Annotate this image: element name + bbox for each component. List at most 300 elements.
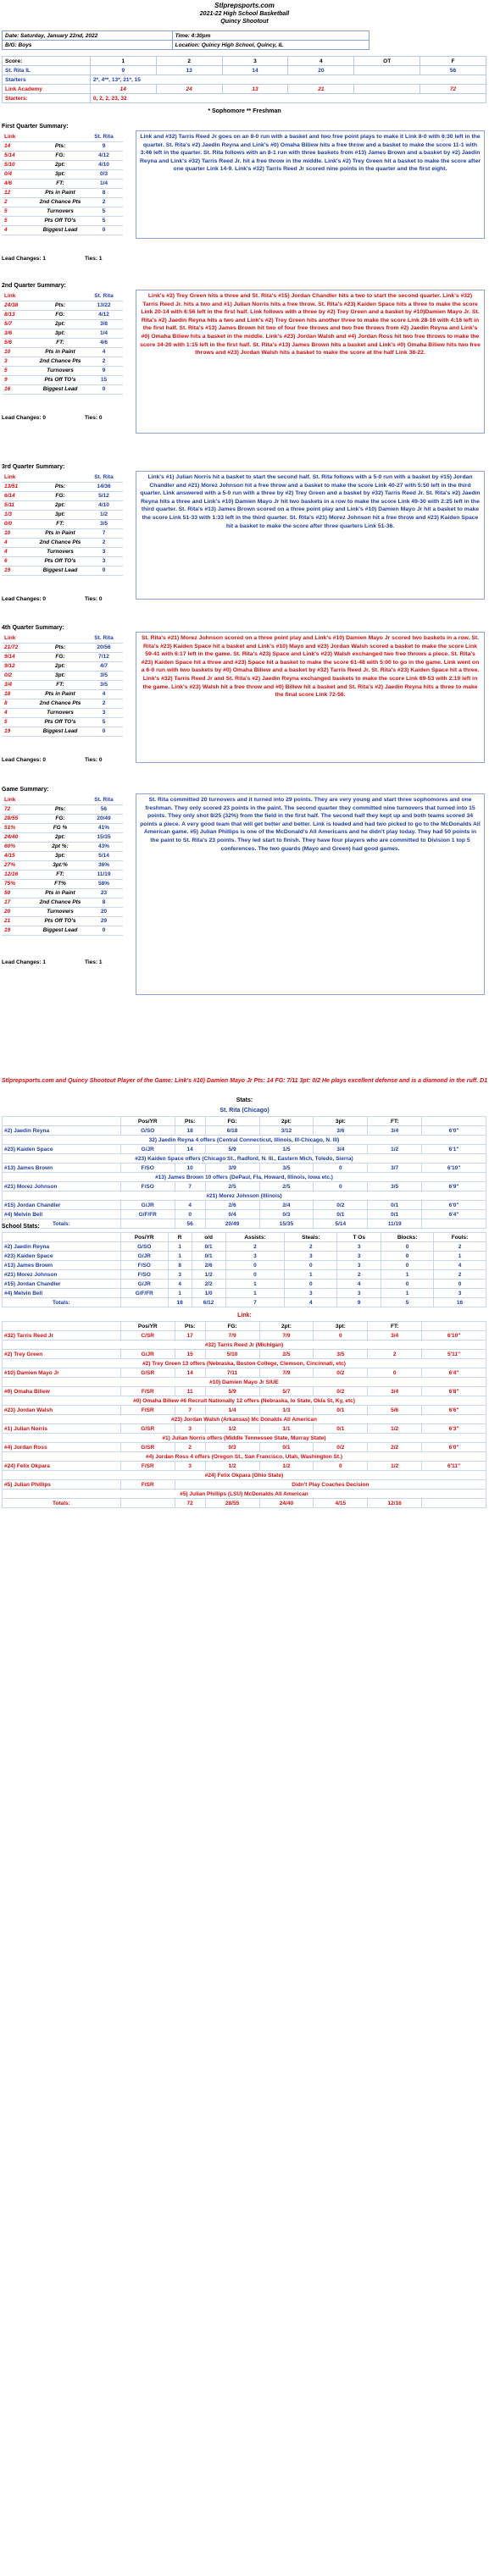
link-stat-value: 12: [2, 188, 36, 197]
school-stat-cell: G/SO: [120, 1242, 168, 1252]
stat-label: 2nd Chance Pts: [36, 357, 85, 366]
player-header-cell: Pos/YR: [120, 1117, 175, 1126]
stat-label: Pts:: [36, 482, 85, 491]
player-stat-cell: 1/2: [368, 1424, 422, 1434]
player-name: #32) Tarris Reed Jr: [3, 1331, 121, 1341]
link-stat-value: 9: [2, 375, 36, 384]
player-stat-cell: 3/4: [368, 1331, 422, 1341]
player-recruit-note: #32) Tarris Reed Jr (Michigan): [3, 1341, 486, 1350]
score-header-cell: F: [420, 57, 486, 66]
player-stat-cell: F/SR: [120, 1387, 175, 1396]
stat-label: Pts:: [36, 301, 85, 310]
player-stat-cell: 4: [175, 1201, 205, 1210]
school-stat-cell: 8: [168, 1261, 192, 1270]
player-stat-cell: 0/1: [368, 1201, 422, 1210]
link-stat-value: 28/55: [2, 814, 36, 823]
link-stat-value: 5/7: [2, 319, 36, 329]
player-row: [3, 1331, 486, 1341]
player-stat-cell: 6'6": [422, 1406, 486, 1415]
stat-row: [2, 832, 123, 842]
stat-label: 2nd Chance Pts: [36, 197, 85, 207]
player-stat-cell: 0/1: [368, 1210, 422, 1219]
stat-label: 3pt:: [36, 851, 85, 860]
strita-header: St. Rita: [85, 291, 123, 301]
strita-stat-value: 3/5: [85, 671, 123, 680]
link-stat-value: 3: [2, 357, 36, 366]
player-name: #2) Jaedin Reyna: [3, 1242, 121, 1252]
stat-label: Biggest Lead: [36, 727, 85, 736]
link-stat-value: 3/4: [2, 680, 36, 689]
totals-cell: 4/15: [314, 1499, 368, 1508]
school-stat-cell: 1: [381, 1289, 434, 1298]
stat-label: Turnovers: [36, 907, 85, 916]
score-cell: 13: [156, 66, 222, 75]
stat-row: [2, 916, 123, 926]
score-cell: 9: [90, 66, 156, 75]
stat-label: 2pt:: [36, 832, 85, 842]
stat-header-row: [2, 795, 123, 804]
game-info: [0, 30, 489, 50]
player-name: #5) Julian Phillips: [3, 1480, 121, 1490]
school-row: [3, 1252, 486, 1261]
stat-row: [2, 179, 123, 188]
stat-label: Pts Off TO's: [36, 717, 85, 727]
st-rita-team-title: St. Rita (Chicago): [219, 1108, 270, 1114]
school-stat-cell: 3: [225, 1252, 285, 1261]
school-stat-cell: 2: [337, 1270, 381, 1280]
player-stat-cell: 7/9: [259, 1331, 314, 1341]
stat-label: 2pt %:: [36, 842, 85, 851]
strita-header: St. Rita: [85, 473, 123, 482]
link-stat-value: 6: [2, 556, 36, 566]
player-stat-cell: 1/2: [259, 1462, 314, 1471]
player-stat-cell: G/JR: [120, 1201, 175, 1210]
score-header-row: [3, 57, 486, 66]
player-stat-cell: 2/6: [205, 1201, 259, 1210]
school-stat-cell: 0: [381, 1242, 434, 1252]
stat-row: [2, 661, 123, 671]
player-stat-cell: 0/3: [205, 1443, 259, 1452]
totals-row: [3, 1219, 486, 1229]
stat-row: [2, 528, 123, 538]
score-header-cell: 1: [90, 57, 156, 66]
stat-label: 2nd Chance Pts: [36, 699, 85, 708]
link-stat-value: 24/38: [2, 301, 36, 310]
player-recruit-note: #0) Omaha Biliew #6 Recruit Nationally 12 offers (Nebraska, Io State, Okla St, Ky, etc): [3, 1396, 486, 1406]
strita-header: St. Rita: [85, 795, 123, 804]
quarter-4-stat-table: [2, 633, 123, 737]
stat-row: [2, 804, 123, 814]
player-stat-cell: 5/9: [205, 1387, 259, 1396]
player-stat-cell: 2/5: [259, 1182, 314, 1191]
stat-label-header: [36, 795, 85, 804]
totals-cell: 12/16: [368, 1499, 422, 1508]
stat-label: Biggest Lead: [36, 566, 85, 575]
stat-label: 2nd Chance Pts: [36, 538, 85, 547]
player-stat-cell: 6'10": [422, 1164, 486, 1173]
link-stat-value: 4/15: [2, 851, 36, 860]
link-stat-value: 14: [2, 141, 36, 151]
link-stat-value: 9/14: [2, 652, 36, 661]
player-stat-cell: 6'10": [422, 1331, 486, 1341]
player-stat-cell: 6/18: [205, 1126, 259, 1136]
link-stat-value: 4: [2, 538, 36, 547]
player-stat-cell: 2/5: [259, 1350, 314, 1359]
player-header-cell: Pos/YR: [120, 1322, 175, 1331]
stat-label: Pts in Paint: [36, 188, 85, 197]
stat-label: FG:: [36, 814, 85, 823]
stat-label: Turnovers: [36, 708, 85, 717]
player-row: [3, 1462, 486, 1471]
link-stat-value: 8/13: [2, 310, 36, 319]
player-stat-cell: 5'11": [422, 1350, 486, 1359]
score-team-cell: St. Rita IL: [3, 66, 91, 75]
school-stat-cell: 1: [225, 1280, 285, 1289]
link-stat-value: 9/12: [2, 661, 36, 671]
link-stat-value: 12/16: [2, 870, 36, 879]
strita-stat-value: 20/56: [85, 643, 123, 652]
stat-row: [2, 727, 123, 736]
player-header-cell: Pts:: [175, 1117, 205, 1126]
player-stat-cell: 1/2: [368, 1145, 422, 1154]
school-header-cell: R: [168, 1233, 192, 1242]
player-stat-cell: 6'4": [422, 1368, 486, 1378]
school-stat-cell: G/JR: [120, 1252, 168, 1261]
link-stat-value: 24/40: [2, 832, 36, 842]
player-row: [3, 1126, 486, 1136]
school-stat-cell: 1: [285, 1270, 337, 1280]
stat-label: FT:: [36, 680, 85, 689]
totals-cell: [422, 1219, 486, 1229]
player-row: [3, 1368, 486, 1378]
school-stat-cell: 0: [434, 1280, 486, 1289]
score-table: [2, 56, 486, 103]
stat-row: [2, 500, 123, 510]
school-stat-cell: 4: [337, 1280, 381, 1289]
link-stat-value: 5: [2, 207, 36, 216]
score-team-cell: Starters:: [3, 94, 91, 103]
strita-stat-value: 0: [85, 384, 123, 394]
strita-stat-value: 4/12: [85, 310, 123, 319]
score-cell: 14: [222, 66, 288, 75]
stat-row: [2, 898, 123, 907]
stat-row: [2, 652, 123, 661]
strita-stat-value: 1/4: [85, 329, 123, 338]
player-row: [3, 1350, 486, 1359]
ties: Ties: 0: [85, 596, 103, 602]
player-name: #24) Felix Okpara: [3, 1462, 121, 1471]
stat-label: FT:: [36, 179, 85, 188]
player-recruit-note: #2) Trey Green 13 offers (Nebraska, Boston College, Clemson, Cincinnati, etc): [3, 1359, 486, 1368]
link-stat-value: 17: [2, 898, 36, 907]
school-stat-cell: 3: [434, 1289, 486, 1298]
stat-row: [2, 366, 123, 375]
player-row: [3, 1210, 486, 1219]
player-stat-cell: 5/6: [368, 1406, 422, 1415]
totals-cell: 24/40: [259, 1499, 314, 1508]
player-stat-cell: 3/12: [259, 1126, 314, 1136]
strita-header: St. Rita: [85, 633, 123, 643]
strita-stat-value: 15: [85, 375, 123, 384]
class-legend: * Sophomore ** Freshman: [208, 108, 281, 114]
player-row: [3, 1480, 486, 1490]
stat-row: [2, 870, 123, 879]
player-stat-cell: 6'0": [422, 1201, 486, 1210]
stat-row: [2, 301, 123, 310]
player-stat-cell: G/SR: [120, 1443, 175, 1452]
link-stat-value: 0/2: [2, 671, 36, 680]
player-stat-cell: G/F/FR: [120, 1210, 175, 1219]
stat-label: Pts Off TO's: [36, 375, 85, 384]
school-row: [3, 1261, 486, 1270]
strita-stat-value: 3: [85, 708, 123, 717]
player-header-cell: 2pt:: [259, 1117, 314, 1126]
stat-label: 2pt:: [36, 160, 85, 169]
stat-label: Pts in Paint: [36, 888, 85, 898]
stat-row: [2, 926, 123, 935]
lead-changes: Lead Changes: 0: [2, 415, 47, 421]
player-stat-cell: G/SR: [120, 1368, 175, 1378]
player-stat-cell: 2/2: [368, 1443, 422, 1452]
strita-stat-value: 5: [85, 717, 123, 727]
strita-stat-value: 0: [85, 727, 123, 736]
player-stat-cell: 0/1: [314, 1424, 368, 1434]
link-header: Link: [2, 473, 36, 482]
score-cell: [354, 66, 420, 75]
school-stat-cell: 1: [225, 1289, 285, 1298]
link-team-title: Link:: [237, 1313, 252, 1318]
school-totals-cell: 16: [434, 1298, 486, 1307]
player-of-game: Stlprepsports.com and Quincy Shootout Player of the Game: Link's #10) Damien Mayo Jr Pts: 14 FG: 7/11 3pt: 0/2 He plays excellent defense and is a diamond in the ruff. D1: [1, 1078, 488, 1084]
link-stat-value: 5: [2, 366, 36, 375]
strita-stat-value: 43%: [85, 842, 123, 851]
player-row: [3, 1443, 486, 1452]
player-stat-cell: 2: [368, 1350, 422, 1359]
player-stat-cell: 0: [314, 1331, 368, 1341]
school-row: [3, 1280, 486, 1289]
school-stat-cell: 2: [225, 1242, 285, 1252]
stat-row: [2, 907, 123, 916]
school-totals-cell: 18: [168, 1298, 192, 1307]
link-stat-value: 5/11: [2, 500, 36, 510]
stat-row: [2, 851, 123, 860]
player-stat-cell: F/SR: [120, 1462, 175, 1471]
player-stat-cell: 6'8": [422, 1387, 486, 1396]
school-stat-cell: 3: [285, 1289, 337, 1298]
school-header-cell: [3, 1233, 121, 1242]
school-totals-cell: 5: [381, 1298, 434, 1307]
school-totals-cell: 7: [225, 1298, 285, 1307]
stat-row: [2, 510, 123, 519]
school-stat-cell: 2: [434, 1270, 486, 1280]
stat-label: Biggest Lead: [36, 384, 85, 394]
stat-row: [2, 319, 123, 329]
player-header-row: [3, 1322, 486, 1331]
player-name: #0) Omaha Biliew: [3, 1387, 121, 1396]
strita-stat-value: 3: [85, 547, 123, 556]
school-stat-cell: 0: [225, 1270, 285, 1280]
player-stat-cell: 0: [175, 1210, 205, 1219]
strita-header: St. Rita: [85, 132, 123, 141]
link-header: Link: [2, 633, 36, 643]
stat-row: [2, 860, 123, 870]
strita-stat-value: 3/5: [85, 519, 123, 528]
quarter-2-title: 2nd Quarter Summary:: [2, 283, 66, 289]
school-stats-title: School Stats:: [2, 1224, 40, 1230]
player-stat-cell: 1/2: [205, 1462, 259, 1471]
stat-label: Turnovers: [36, 547, 85, 556]
player-note-row: [3, 1396, 486, 1406]
player-stat-cell: 3/4: [314, 1145, 368, 1154]
player-stat-cell: 18: [175, 1126, 205, 1136]
starters-cell: 0, 2, 2, 23, 32: [90, 94, 486, 103]
player-header-cell: [422, 1322, 486, 1331]
school-header-cell: Pos/YR: [120, 1233, 168, 1242]
strita-stat-value: 5/12: [85, 491, 123, 500]
school-stat-cell: 0: [225, 1261, 285, 1270]
stat-label: 2pt:: [36, 661, 85, 671]
player-stat-cell: 1/1: [259, 1424, 314, 1434]
strita-stat-value: 0: [85, 926, 123, 935]
link-header: Link: [2, 795, 36, 804]
player-stat-cell: 17: [175, 1331, 205, 1341]
link-stat-value: 21: [2, 916, 36, 926]
player-recruit-note: #21) Morez Johnson (Illinois): [3, 1191, 486, 1201]
player-stat-cell: C/SR: [120, 1331, 175, 1341]
player-stat-cell: 7/9: [205, 1331, 259, 1341]
game-summary-title: Game Summary:: [2, 787, 49, 793]
strita-stat-value: 7: [85, 528, 123, 538]
stat-label-header: [36, 473, 85, 482]
player-header-cell: Pts:: [175, 1322, 205, 1331]
game-summary-stat-table: [2, 795, 123, 936]
player-stat-cell: G/SR: [120, 1424, 175, 1434]
player-name: #2) Trey Green: [3, 1350, 121, 1359]
player-note-row: [3, 1490, 486, 1499]
stat-row: [2, 708, 123, 717]
school-row: [3, 1270, 486, 1280]
strita-stat-value: 4/10: [85, 500, 123, 510]
school-stat-cell: 2: [434, 1242, 486, 1252]
player-header-cell: FT:: [368, 1322, 422, 1331]
player-stat-cell: 6'0": [422, 1443, 486, 1452]
stat-table-grid: [2, 633, 123, 737]
score-cell: 14: [90, 85, 156, 94]
player-row: [3, 1387, 486, 1396]
player-stat-cell: F/SO: [120, 1164, 175, 1173]
player-note-row: [3, 1154, 486, 1164]
strita-stat-value: 13/22: [85, 301, 123, 310]
score-cell: [354, 85, 420, 94]
stat-row: [2, 197, 123, 207]
game-date: Date: Saturday, January 22nd, 2022: [3, 31, 173, 41]
school-stat-cell: 1: [434, 1252, 486, 1261]
strita-stat-value: 41%: [85, 823, 123, 832]
player-stat-cell: 3/5: [314, 1350, 368, 1359]
player-stat-cell: 5/10: [205, 1350, 259, 1359]
stat-row: [2, 188, 123, 197]
stat-label: 3pt:: [36, 510, 85, 519]
stat-label: Pts Off TO's: [36, 916, 85, 926]
player-stat-cell: G/SO: [120, 1126, 175, 1136]
strita-stat-value: 11/19: [85, 870, 123, 879]
stat-table-grid: [2, 291, 123, 395]
strita-stat-value: 5: [85, 207, 123, 216]
quarter-1-title: First Quarter Summary:: [2, 124, 69, 130]
link-stat-value: 8: [2, 699, 36, 708]
player-recruit-note: #23) Kaiden Space offers (Chicago St., Radford, N. Ill., Eastern Mich, Toledo, Sierra): [3, 1154, 486, 1164]
game-time: Time: 4:30pm: [172, 31, 369, 41]
stat-label-header: [36, 132, 85, 141]
player-recruit-note: #23) Jordan Walsh (Arkansas) Mc Donalds All American: [3, 1415, 486, 1424]
stat-label: Pts:: [36, 141, 85, 151]
player-recruit-note: #24) Felix Okpara (Ohio State): [3, 1471, 486, 1480]
score-row: [3, 85, 486, 94]
stat-row: [2, 699, 123, 708]
player-stat-cell: 3: [175, 1424, 205, 1434]
player-header-cell: 2pt:: [259, 1322, 314, 1331]
link-stat-value: 19: [2, 727, 36, 736]
player-header-cell: FT:: [368, 1117, 422, 1126]
link-stat-value: 4: [2, 225, 36, 235]
stat-row: [2, 671, 123, 680]
strita-stat-value: 3: [85, 556, 123, 566]
strita-stat-value: 23: [85, 888, 123, 898]
quarter-3-stat-table: [2, 473, 123, 576]
stat-row: [2, 207, 123, 216]
player-name: #4) Melvin Bell: [3, 1210, 121, 1219]
strita-stat-value: 0: [85, 566, 123, 575]
player-stat-cell: 0: [314, 1182, 368, 1191]
school-row: [3, 1289, 486, 1298]
link-stat-value: 72: [2, 804, 36, 814]
school-stat-cell: 1/0: [192, 1289, 225, 1298]
link-stat-value: 2: [2, 197, 36, 207]
player-name: #15) Jordan Chandler: [3, 1280, 121, 1289]
stat-row: [2, 482, 123, 491]
player-stat-cell: 7: [175, 1182, 205, 1191]
totals-cell: 20/49: [205, 1219, 259, 1229]
link-stat-value: 20: [2, 907, 36, 916]
school-stat-cell: 1: [168, 1252, 192, 1261]
totals-cell: 72: [175, 1499, 205, 1508]
player-note-row: [3, 1471, 486, 1480]
stat-label: Pts in Paint: [36, 347, 85, 357]
stat-label: Pts:: [36, 804, 85, 814]
player-stat-cell: 3/7: [368, 1164, 422, 1173]
school-stat-cell: G/JR: [120, 1280, 168, 1289]
strita-stat-value: 2: [85, 538, 123, 547]
school-header-cell: o/d: [192, 1233, 225, 1242]
school-stat-cell: 0/1: [192, 1252, 225, 1261]
player-stat-cell: 0/1: [314, 1210, 368, 1219]
score-header-cell: OT: [354, 57, 420, 66]
player-stat-cell: 5/7: [259, 1387, 314, 1396]
player-stat-cell: 3/4: [368, 1387, 422, 1396]
stat-header-row: [2, 291, 123, 301]
stat-label: FG:: [36, 491, 85, 500]
school-stat-cell: 3: [337, 1289, 381, 1298]
stat-row: [2, 384, 123, 394]
player-stat-cell: 3: [175, 1462, 205, 1471]
school-stat-cell: 0: [285, 1261, 337, 1270]
quarter-1-narrative: Link and #32) Tarris Reed Jr goes on an 8-0 run with a basket and two free point plays to make it Link 8-0 with 6:30 left in the quarter. St. Rita's #2) Jaedin Reyna and Link's #0) Omaha Biliew hits a free throw and a basket to make the score 11-1 with 3:46 left in the quarter. St. Rita follows with an 8-1 run with three baskets from #13) James Brown and a basket by #2) Jaedin Reyna and Link's #32) Tarris Reed Jr. hit a free throw in the middle. Link's #2) Trey Green hit a basket to make the score after one quarter Link 14-9. Link's #32) Tarris Reed Jr scored nine points in the quarter and the first eight.: [136, 130, 485, 239]
link-stat-value: 27%: [2, 860, 36, 870]
stat-row: [2, 375, 123, 384]
strita-stat-value: 8: [85, 188, 123, 197]
lead-changes: Lead Changes: 1: [2, 959, 47, 965]
link-stat-value: 18: [2, 689, 36, 699]
